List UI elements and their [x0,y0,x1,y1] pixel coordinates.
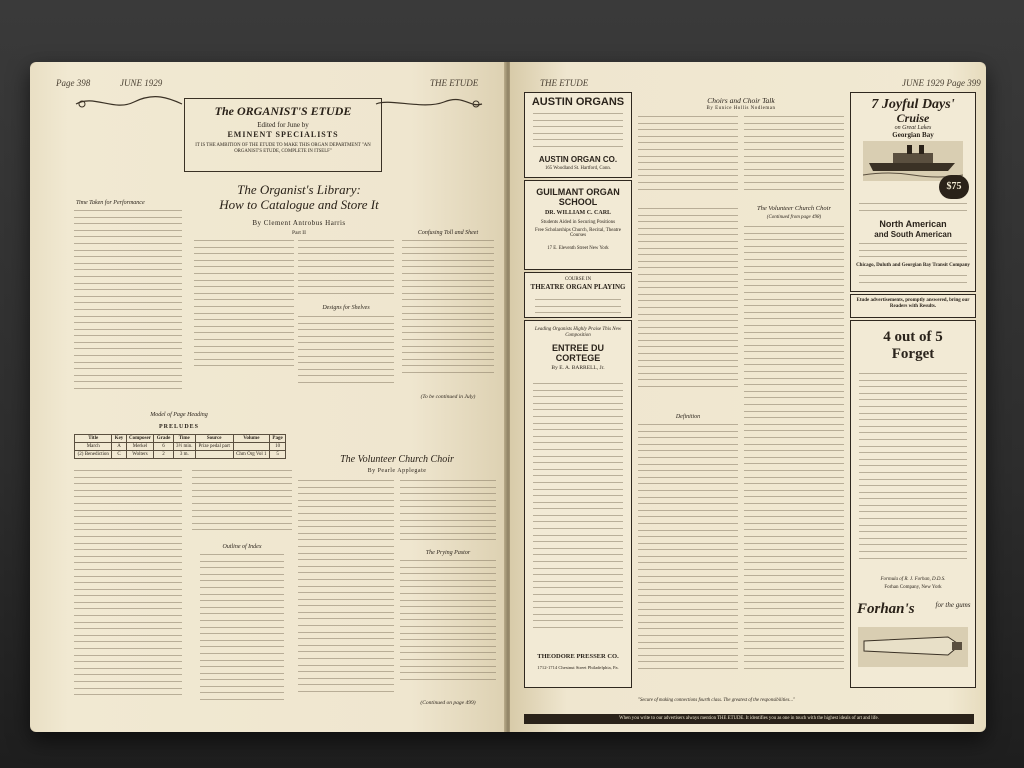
forhans-tag: for the gums [935,601,971,609]
theatre-course-title: THEATRE ORGAN PLAYING [530,283,626,291]
page-number-right: JUNE 1929 Page 399 [902,78,981,88]
table-cell: 2 [154,451,173,459]
austin-title: AUSTIN ORGANS [531,96,625,108]
table-header-cell: Page [270,435,286,443]
col3-heading: Confusing Toll and Sheet [417,230,479,236]
volunteer-choir-byline: By Pearle Applegate [367,468,427,474]
preludes-label: PRELUDES [158,424,199,430]
banner-title: The ORGANIST'S ETUDE [214,104,352,118]
banner-editors: EMINENT SPECIALISTS [227,130,339,139]
table-header-cell: Composer [126,435,154,443]
guilmant-director: DR. WILLIAM C. CARL [544,210,612,216]
choir-right-col-b [638,424,738,694]
cruise-title-1: 7 Joyful Days' [871,97,955,112]
table-cell: Chm Org Vol 1 [233,451,270,459]
table-header-cell: Source [195,435,233,443]
table-cell: 10 [270,443,286,451]
choir-col-c [400,560,496,696]
table-cell: 3 m. [173,451,195,459]
col2b-list-text [298,240,394,300]
choirs-byline: By Eunice Hollis Nodleman [706,106,776,111]
continued-499: (Continued on page 499) [420,700,476,706]
austin-address: 165 Woodland St. Hartford, Conn. [544,166,611,171]
cruise-info [859,243,967,261]
forhans-company: Forhan Company, New York [884,585,942,590]
table-cell: C [112,451,126,459]
great-lakes-cruise-ad [850,92,976,292]
table-cell: Prize pedal part [195,443,233,451]
table-header-cell: Volume [233,435,270,443]
banner-ambition: IT IS THE AMBITION OF THE ETUDE TO MAKE THIS ORGAN DEPARTMENT "AN ORGANIST'S ETUDE, COMPLETE IN ITSELF" [195,143,371,154]
forhans-brand: Forhan's [857,601,915,617]
right-page [510,62,986,732]
choir-right-col-c [744,226,844,694]
choirs-col-b [744,116,844,202]
footer-quote: "Secure of making connections fourth class. The greatest of the responsibilities..." [638,698,795,703]
col1-heading: Time Taken for Performance [76,200,145,206]
table-cell: 5 [270,451,286,459]
table-cell: A [112,443,126,451]
choirs-col-a [638,116,738,202]
entree-testimonials [533,383,623,645]
presser-address: 1712-1714 Chestnut Street Philadelphia, Pa. [537,665,619,670]
ornament-scroll-right [374,96,484,112]
ornament-scroll-left [74,96,184,112]
table-cell [233,443,270,451]
table-row [75,451,286,459]
banner-edited: Edited for June by [257,121,309,129]
outline-heading: Outline of Index [222,544,262,550]
theatre-organ-course-ad [524,272,632,318]
issue-date-left: JUNE 1929 [120,78,163,88]
guilmant-line: Students Aided in Securing Positions [540,220,616,225]
cruise-sub: on Great Lakes [894,125,932,131]
choir-col-b [400,480,496,546]
running-title-left: THE ETUDE [430,78,479,88]
cruise-south-american: and South American [874,230,952,239]
guilmant-address: 17 E. Eleventh Street New York [547,246,609,251]
guilmant-organ-school-ad [524,180,632,270]
col2-lower-text [192,470,292,540]
left-page [30,62,506,732]
choir-col-a [298,480,394,710]
col1-body-text [74,210,182,406]
table-header-cell: Time [173,435,195,443]
continued-july: (To be continued in July) [420,394,476,400]
organist-etude-banner [184,98,382,172]
presser-company: THEODORE PRESSER CO. [537,653,619,660]
table-header-cell: Title [75,435,112,443]
etude-note-text: Etude advertisements, promptly answered, bring our Readers with Results. [856,298,970,309]
choir-right-col-a [638,208,738,408]
austin-company: AUSTIN ORGAN CO. [538,155,618,164]
cruise-line: Chicago, Duluth and Georgian Bay Transit Company [856,263,970,268]
forhans-headline: 4 out of 5 Forget [883,329,943,362]
forhans-toothpaste-ad [850,320,976,688]
table-cell: Merkel [126,443,154,451]
entree-lead: Leading Organists Highly Praise This New Composition [534,327,622,338]
volunteer-continued: (Continued from page 498) [766,215,822,220]
definition-heading: Definition [675,414,701,420]
model-heading-label: Model of Page Heading [150,412,208,418]
footer-mention-bar: When you write to our advertisers always mention THE ETUDE. It identifies you as one in touch with the highest ideals of art and life. [524,714,974,724]
austin-body [533,113,623,153]
table-header-row [75,435,286,443]
forhans-formula: Formula of R. J. Forhan, D.D.S. [880,577,946,582]
article-byline: By Clement Antrobus Harris [252,219,346,227]
col3-body-text [402,240,494,390]
shelves-heading: Designs for Shelves [322,305,370,311]
table-cell: 3½ min. [173,443,195,451]
guilmant-items: Free Scholarships Church, Recital, Theatre Courses [535,228,621,238]
col1-lower-text [74,470,182,710]
table-header-cell: Grade [154,435,173,443]
col2c-body-text [298,316,394,396]
entree-composer: By E. A. BARRELL, Jr. [551,365,605,371]
cruise-offices [859,275,967,289]
article-part: Part II [292,230,306,236]
entree-title: ENTREE DU CORTEGE [551,343,604,363]
running-title-right: THE ETUDE [540,78,589,88]
cruise-bay: Georgian Bay [892,131,934,139]
article-title-line2: How to Catalogue and Store It [219,197,379,212]
entree-du-cortege-ad [524,320,632,688]
table-header-cell: Key [112,435,126,443]
forhans-body [859,373,967,573]
page-number-left: Page 398 [56,78,91,88]
open-magazine-spread [30,62,986,732]
table-cell: Wolters [126,451,154,459]
col2-body-text [194,240,294,380]
cruise-details [859,203,967,217]
toothpaste-tube-illustration [858,627,968,667]
theatre-course-label: COURSE IN [564,277,592,282]
austin-organs-ad [524,92,632,178]
choirs-heading: Choirs and Choir Talk [707,96,775,105]
table-cell [195,451,233,459]
prying-pastor-heading: The Prying Pastor [425,550,471,556]
table-cell: 6 [154,443,173,451]
etude-advertisement-note [850,294,976,318]
table-cell: March [75,443,112,451]
table-row [75,443,286,451]
article-title-line1: The Organist's Library: [237,182,361,197]
cruise-price-badge: $75 [939,175,969,199]
volunteer-choir-heading-right: The Volunteer Church Choir [757,205,831,212]
table-cell: (2) Benediction [75,451,112,459]
cruise-title-2: Cruise [896,111,930,125]
cruise-north-american: North American [879,219,947,229]
index-outline-list [200,554,284,710]
article-title [194,182,404,212]
volunteer-choir-title: The Volunteer Church Choir [340,454,454,465]
guilmant-title: GUILMANT ORGAN SCHOOL [536,187,620,207]
theatre-body [535,299,621,315]
preludes-table [74,434,286,459]
